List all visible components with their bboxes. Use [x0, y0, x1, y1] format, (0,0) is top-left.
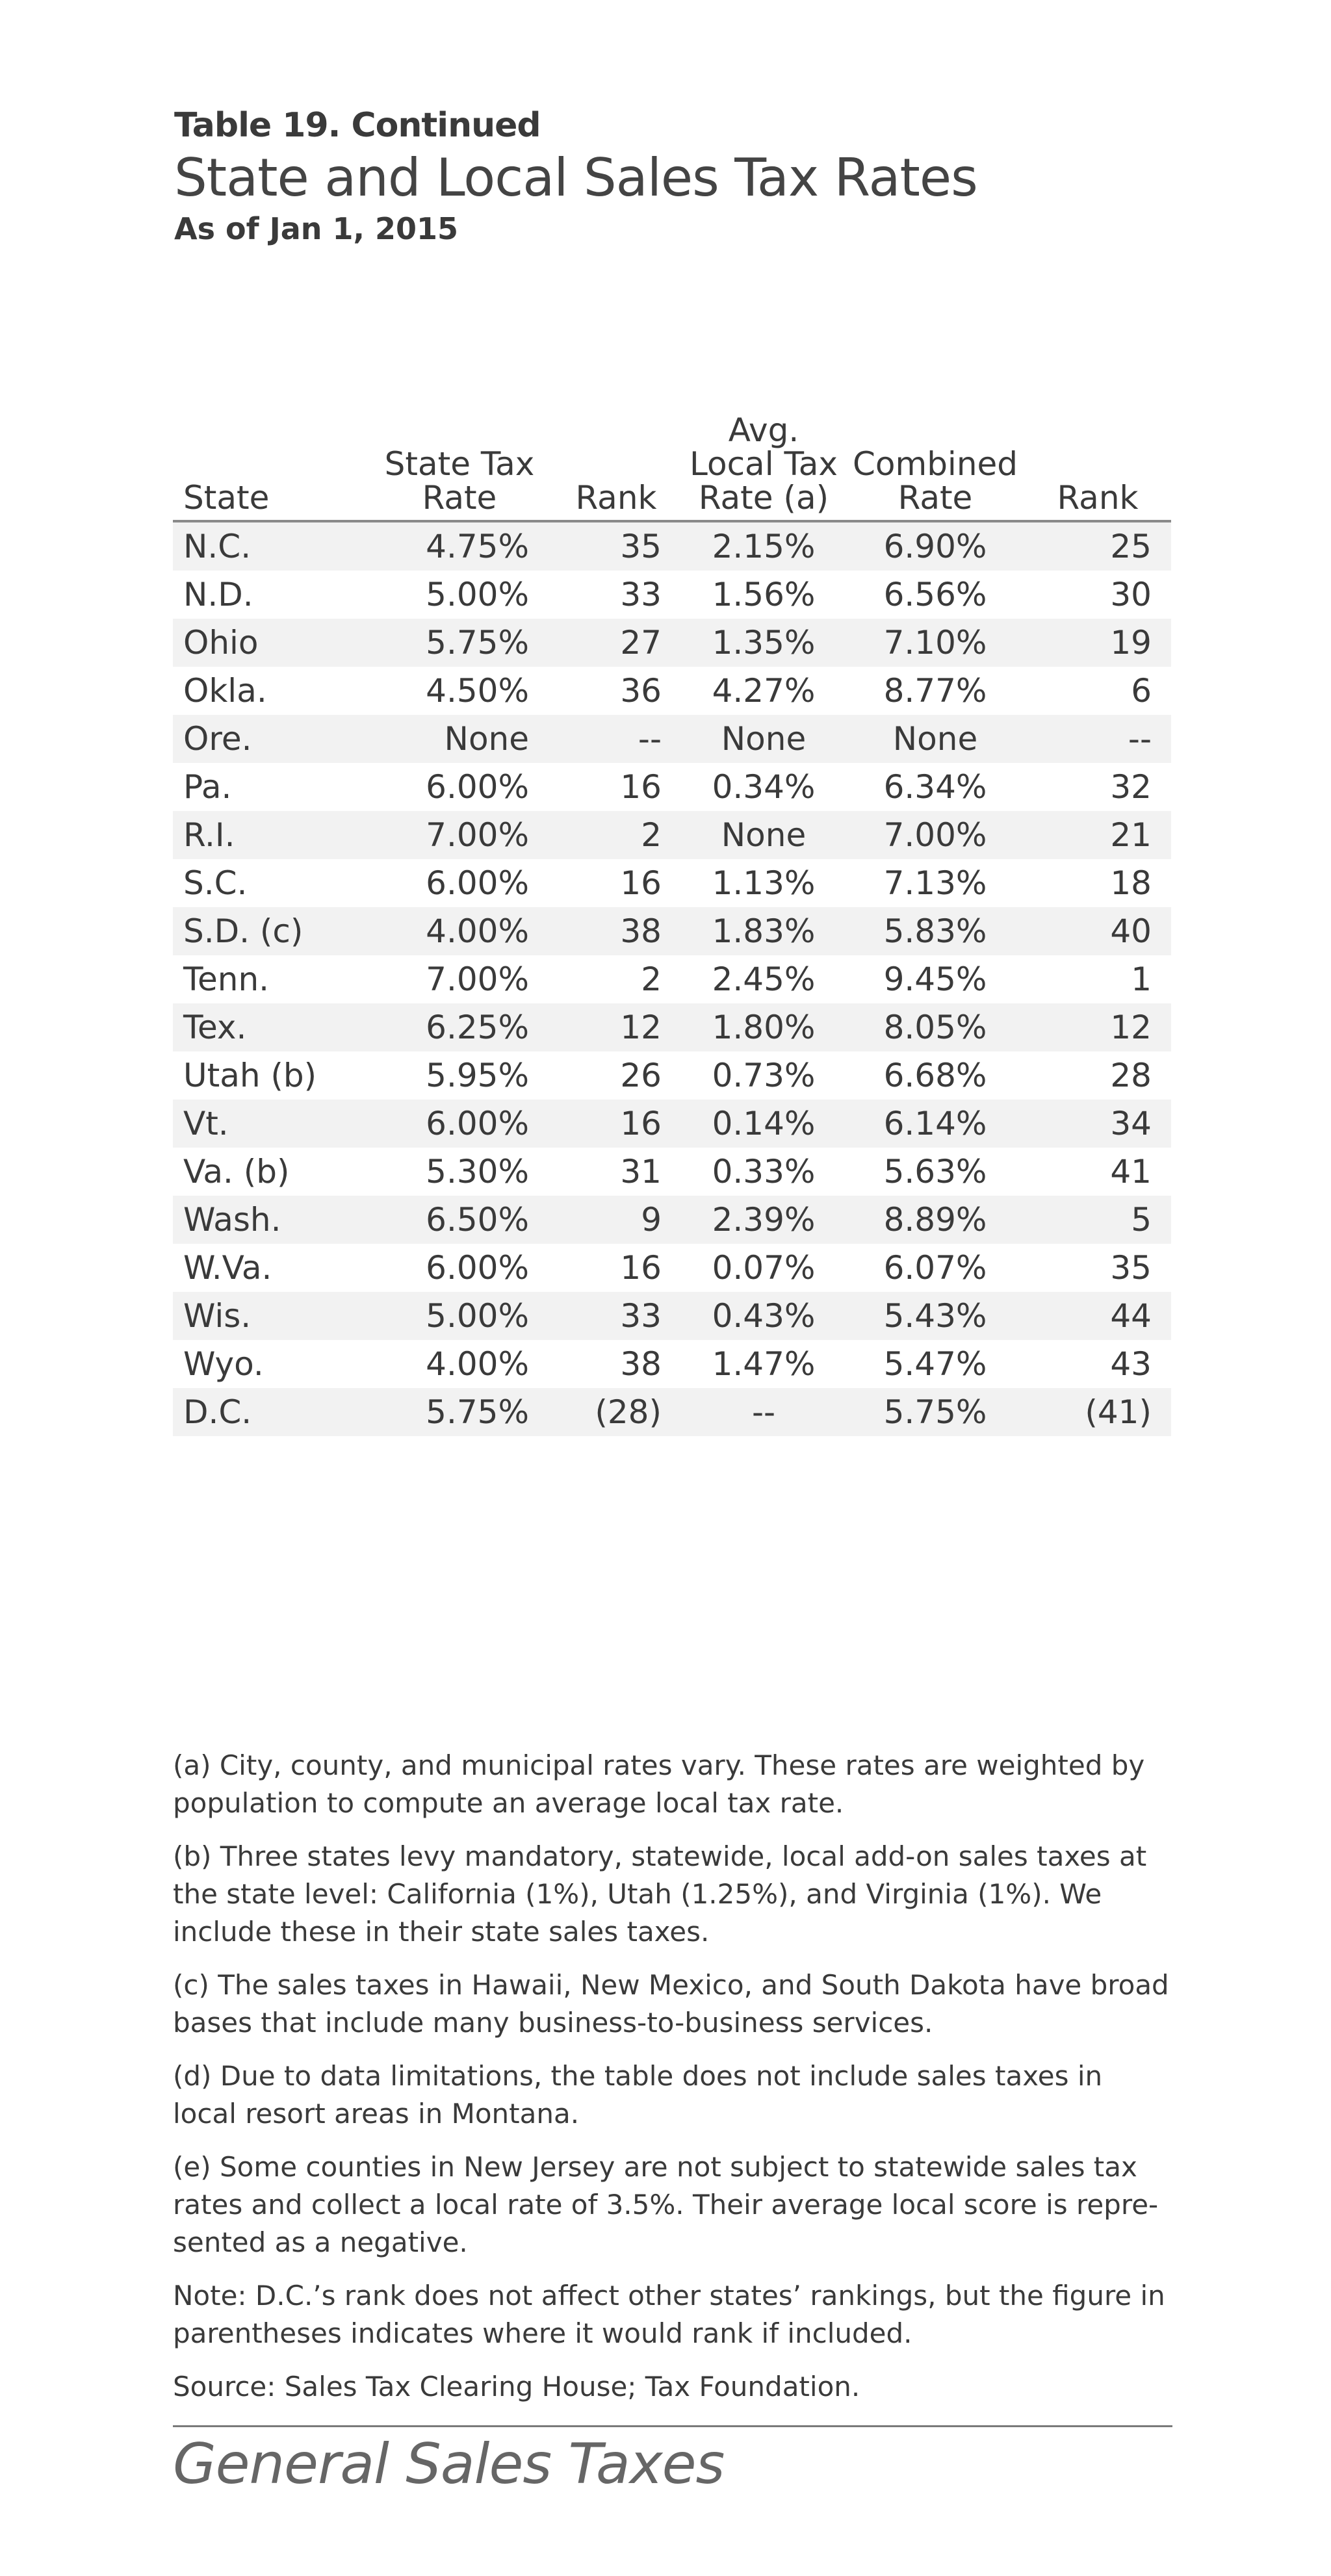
state-rank-cell: 33: [620, 576, 662, 613]
table-row: [173, 1388, 1171, 1436]
table-row: [173, 763, 1171, 811]
combined-rate-cell: 7.00%: [846, 811, 1024, 859]
combined-rank-cell: 6: [1131, 672, 1152, 710]
state-rank-cell: 16: [620, 768, 662, 806]
state-rank-cell: 16: [620, 1249, 662, 1287]
state-rate-cell: 6.00%: [426, 864, 529, 902]
combined-rank-cell: --: [1024, 715, 1171, 763]
tax-table-container: [173, 413, 1171, 1436]
state-rank-cell: 27: [551, 619, 681, 667]
combined-rate-cell: 8.05%: [846, 1003, 1024, 1051]
state-rate-cell: 5.95%: [426, 1057, 529, 1094]
combined-rank-cell: 25: [1024, 521, 1171, 571]
state-cell: Utah (b): [183, 1057, 317, 1094]
header-line: Rate: [422, 479, 497, 517]
combined-rate-cell: 8.77%: [883, 672, 987, 710]
state-rank-cell: (28): [551, 1388, 681, 1436]
state-rank-cell: 16: [551, 1100, 681, 1148]
state-cell: Ore.: [173, 715, 368, 763]
state-rate-cell: 4.00%: [426, 1345, 529, 1383]
footnote: Note: D.C.’s rank does not affect other states’ rankings, but the figure in parentheses indicates where it would rank if included.: [173, 2280, 1165, 2349]
header-line: State: [183, 479, 270, 517]
state-cell: Tex.: [173, 1003, 368, 1051]
state-rank-cell: --: [551, 715, 681, 763]
page-subtitle: As of Jan 1, 2015: [174, 211, 459, 246]
state-rate-cell: 4.00%: [368, 907, 551, 955]
table-row: [173, 1196, 1171, 1244]
table-row: [173, 859, 1171, 907]
table-row: [173, 715, 1171, 763]
local-rate-cell: 0.43%: [681, 1292, 846, 1340]
state-cell: N.D.: [183, 576, 253, 613]
combined-rate-cell: 5.63%: [883, 1153, 987, 1191]
combined-rank-cell: 12: [1024, 1003, 1171, 1051]
state-rank-cell: 2: [641, 960, 662, 998]
local-rate-cell: 0.14%: [681, 1100, 846, 1148]
table-row: [173, 521, 1171, 571]
local-rate-cell: 0.33%: [712, 1153, 816, 1191]
combined-rank-cell: 43: [1110, 1345, 1152, 1383]
state-rank-cell: 38: [551, 907, 681, 955]
table-body: [173, 521, 1171, 1436]
combined-rank-cell: 21: [1024, 811, 1171, 859]
combined-rank-cell: 35: [1110, 1249, 1152, 1287]
local-rate-header: [681, 413, 846, 521]
table-row: [173, 1100, 1171, 1148]
local-rate-cell: 1.13%: [712, 864, 816, 902]
state-rate-cell: None: [368, 715, 551, 763]
sales-tax-table: [173, 413, 1171, 1436]
state-cell: Ohio: [173, 619, 368, 667]
state-cell: Okla.: [183, 672, 267, 710]
state-rate-cell: 4.50%: [426, 672, 529, 710]
state-rate-cell: 6.00%: [368, 1100, 551, 1148]
state-rank-header: [551, 413, 681, 521]
state-rate-cell: 7.00%: [368, 811, 551, 859]
combined-rank-cell: (41): [1024, 1388, 1171, 1436]
state-rate-cell: 4.75%: [368, 521, 551, 571]
combined-rank-cell: 41: [1110, 1153, 1152, 1191]
header-line: Rate (a): [698, 479, 829, 517]
state-rate-cell: 5.00%: [368, 1292, 551, 1340]
state-cell: Va. (b): [183, 1153, 290, 1191]
combined-rank-cell: 1: [1131, 960, 1152, 998]
combined-rank-cell: 18: [1110, 864, 1152, 902]
state-cell: N.C.: [173, 521, 368, 571]
combined-rate-cell: 6.14%: [846, 1100, 1024, 1148]
combined-rank-cell: 34: [1024, 1100, 1171, 1148]
combined-rate-cell: 6.34%: [883, 768, 987, 806]
state-rank-cell: 33: [551, 1292, 681, 1340]
table-row: [173, 811, 1171, 859]
page-header: [174, 104, 977, 248]
table-number: Table 19. Continued: [174, 106, 541, 145]
state-rank-cell: 38: [620, 1345, 662, 1383]
state-rate-cell: 6.00%: [426, 768, 529, 806]
combined-rank-cell: 44: [1024, 1292, 1171, 1340]
footnote: (d) Due to data limitations, the table does not include sales taxes in local resort areas in Montana.: [173, 2060, 1103, 2130]
footnote: (a) City, county, and municipal rates vary. These rates are weighted by population to compute an average local tax rate.: [173, 1749, 1145, 1819]
combined-rank-header: [1024, 413, 1171, 521]
combined-rate-cell: 9.45%: [883, 960, 987, 998]
local-rate-cell: 1.56%: [712, 576, 816, 613]
state-cell: W.Va.: [183, 1249, 272, 1287]
combined-rate-cell: 5.47%: [883, 1345, 987, 1383]
combined-rank-cell: 5: [1024, 1196, 1171, 1244]
state-cell: Wash.: [173, 1196, 368, 1244]
section-footer-title: General Sales Taxes: [173, 2432, 725, 2497]
state-rate-cell: 5.75%: [368, 1388, 551, 1436]
header-line: Rank: [575, 479, 657, 517]
state-cell: Tenn.: [183, 960, 270, 998]
footnote: (e) Some counties in New Jersey are not subject to statewide sales tax rates and collect a local rate of 3.5%. Their average local score is repre-sented as a negative.: [173, 2151, 1159, 2258]
state-cell: S.C.: [183, 864, 248, 902]
state-cell: Vt.: [173, 1100, 368, 1148]
table-row: [173, 1292, 1171, 1340]
table-row: [173, 1340, 1171, 1388]
local-rate-cell: 0.07%: [712, 1249, 816, 1287]
source-note: Source: Sales Tax Clearing House; Tax Foundation.: [173, 2371, 860, 2402]
table-row: [173, 1051, 1171, 1100]
state-rank-cell: 31: [620, 1153, 662, 1191]
local-rate-cell: --: [681, 1388, 846, 1436]
table-row: [173, 1003, 1171, 1051]
local-rate-cell: None: [681, 811, 846, 859]
local-rate-cell: 1.83%: [681, 907, 846, 955]
combined-rate-cell: 5.75%: [846, 1388, 1024, 1436]
table-row: [173, 907, 1171, 955]
state-cell: Wyo.: [183, 1345, 264, 1383]
combined-rate-cell: 5.43%: [846, 1292, 1024, 1340]
combined-rate-cell: 5.83%: [846, 907, 1024, 955]
header-line: Local Tax: [690, 445, 838, 483]
state-rate-cell: 5.00%: [426, 576, 529, 613]
table-row: [173, 667, 1171, 715]
combined-rate-cell: 7.10%: [846, 619, 1024, 667]
state-rate-cell: 6.00%: [426, 1249, 529, 1287]
combined-rate-cell: None: [846, 715, 1024, 763]
table-row: [173, 619, 1171, 667]
combined-rank-cell: 30: [1110, 576, 1152, 613]
footnote-list: [173, 1747, 1174, 2352]
combined-rate-cell: 6.07%: [883, 1249, 987, 1287]
combined-rank-cell: 32: [1110, 768, 1152, 806]
state-rank-cell: 26: [620, 1057, 662, 1094]
state-rank-cell: 35: [551, 521, 681, 571]
combined-rate-header: [846, 413, 1024, 521]
combined-rate-cell: 7.13%: [883, 864, 987, 902]
state-rate-cell: 5.30%: [426, 1153, 529, 1191]
header-line: Combined: [852, 445, 1018, 483]
table-row: [173, 571, 1171, 619]
combined-rate-cell: 6.90%: [846, 521, 1024, 571]
table-header-row: [173, 413, 1171, 521]
state-header: [173, 413, 368, 521]
local-rate-cell: 2.39%: [681, 1196, 846, 1244]
table-row: [173, 955, 1171, 1003]
header-line: Avg.: [728, 411, 799, 449]
local-rate-cell: 0.73%: [712, 1057, 816, 1094]
state-rate-cell: 5.75%: [368, 619, 551, 667]
local-rate-cell: 2.15%: [681, 521, 846, 571]
footnote: (b) Three states levy mandatory, statewide, local add-on sales taxes at the state level: California (1%), Utah (1.25%), and Virginia (1%). We include these in their state sales taxes.: [173, 1840, 1147, 1948]
footer-divider: [173, 2425, 1172, 2427]
state-rank-cell: 2: [551, 811, 681, 859]
state-rate-cell: 6.25%: [368, 1003, 551, 1051]
local-rate-cell: None: [681, 715, 846, 763]
local-rate-cell: 1.35%: [681, 619, 846, 667]
state-cell: Pa.: [183, 768, 232, 806]
state-rate-cell: 6.50%: [368, 1196, 551, 1244]
header-line: Rate: [898, 479, 973, 517]
state-rank-cell: 36: [620, 672, 662, 710]
header-line: State Tax: [384, 445, 535, 483]
state-rank-cell: 9: [551, 1196, 681, 1244]
combined-rank-cell: 28: [1110, 1057, 1152, 1094]
combined-rate-cell: 8.89%: [846, 1196, 1024, 1244]
state-rate-cell: 7.00%: [426, 960, 529, 998]
local-rate-cell: 4.27%: [712, 672, 816, 710]
state-cell: S.D. (c): [173, 907, 368, 955]
local-rate-cell: 1.80%: [681, 1003, 846, 1051]
table-row: [173, 1148, 1171, 1196]
combined-rate-cell: 6.56%: [883, 576, 987, 613]
state-cell: D.C.: [173, 1388, 368, 1436]
local-rate-cell: 1.47%: [712, 1345, 816, 1383]
header-line: Rank: [1057, 479, 1139, 517]
combined-rate-cell: 6.68%: [883, 1057, 987, 1094]
combined-rank-cell: 40: [1024, 907, 1171, 955]
combined-rank-cell: 19: [1024, 619, 1171, 667]
local-rate-cell: 2.45%: [712, 960, 816, 998]
state-rank-cell: 12: [551, 1003, 681, 1051]
state-rank-cell: 16: [620, 864, 662, 902]
state-cell: R.I.: [173, 811, 368, 859]
state-cell: Wis.: [173, 1292, 368, 1340]
page-title: State and Local Sales Tax Rates: [174, 148, 977, 208]
local-rate-cell: 0.34%: [712, 768, 816, 806]
footnotes: [173, 1747, 1174, 2406]
table-row: [173, 1244, 1171, 1292]
state-rate-header: [368, 413, 551, 521]
footnote: (c) The sales taxes in Hawaii, New Mexico, and South Dakota have broad bases that include many business-to-business services.: [173, 1969, 1169, 2039]
